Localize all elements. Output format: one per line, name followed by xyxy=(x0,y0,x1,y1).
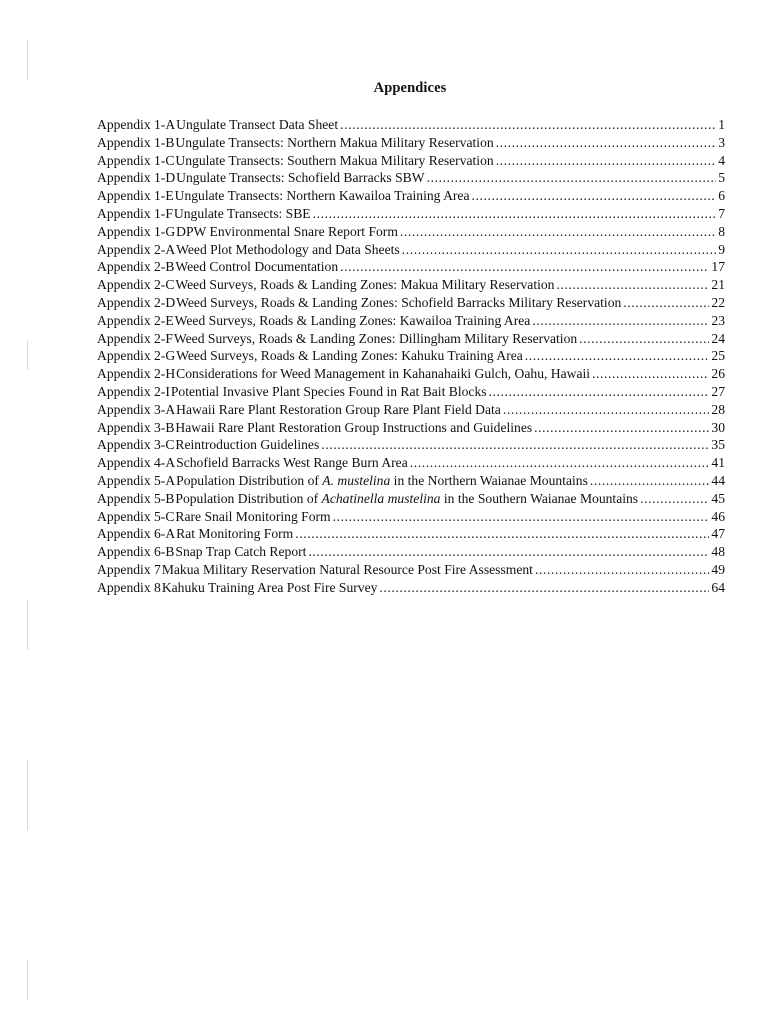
entry-label: Appendix 2-D xyxy=(97,294,176,310)
entry-title: Ungulate Transects: Northern Kawailoa Training Area xyxy=(174,188,470,204)
entry-page-number: 23 xyxy=(711,312,725,328)
dot-leader xyxy=(534,419,709,437)
toc-entry xyxy=(97,134,725,152)
entry-label: Appendix 4-A xyxy=(97,455,176,471)
dot-leader xyxy=(295,525,709,543)
entry-page-number: 45 xyxy=(711,490,725,506)
entry-title: Ungulate Transects: Schofield Barracks SBW xyxy=(176,170,425,186)
entry-title: Weed Surveys, Roads & Landing Zones: Dillingham Military Reservation xyxy=(173,330,578,346)
dot-leader xyxy=(321,436,709,454)
entry-label: Appendix 2-F xyxy=(97,330,173,346)
toc-entry xyxy=(97,436,725,454)
entry-page-number: 8 xyxy=(718,223,725,239)
toc-entry xyxy=(97,223,725,241)
species-name: Achatinella mustelina xyxy=(321,490,441,506)
toc-entry xyxy=(97,169,725,187)
entry-title: Ungulate Transects: Southern Makua Military Reservation xyxy=(175,152,494,168)
entry-page-number: 1 xyxy=(718,117,725,132)
entry-page-number: 41 xyxy=(711,455,725,471)
entry-label: Appendix 8 xyxy=(97,579,161,595)
entry-label: Appendix 1-C xyxy=(97,152,175,168)
dot-leader xyxy=(640,490,709,508)
dot-leader xyxy=(379,579,709,597)
entry-page-number: 26 xyxy=(711,366,725,382)
dot-leader xyxy=(496,134,717,152)
entry-label: Appendix 6-B xyxy=(97,544,175,560)
entry-title: Weed Surveys, Roads & Landing Zones: Kahuku Training Area xyxy=(176,348,523,364)
entry-page-number: 4 xyxy=(718,152,725,168)
toc-entry xyxy=(97,579,725,597)
entry-page-number: 28 xyxy=(711,401,725,417)
entry-page-number: 7 xyxy=(718,205,725,221)
entry-label: Appendix 3-C xyxy=(97,437,175,453)
entry-title: Makua Military Reservation Natural Resource Post Fire Assessment xyxy=(161,561,533,577)
entry-page-number: 25 xyxy=(711,348,725,364)
entry-title: Rat Monitoring Form xyxy=(176,526,294,542)
entry-title: Rare Snail Monitoring Form xyxy=(175,508,331,524)
dot-leader xyxy=(503,401,710,419)
toc-entry xyxy=(97,454,725,472)
entry-title: Reintroduction Guidelines xyxy=(175,437,320,453)
entry-title: Snap Trap Catch Report xyxy=(175,544,307,560)
toc-entry xyxy=(97,205,725,223)
entry-page-number: 35 xyxy=(711,437,725,453)
toc-entry xyxy=(97,241,725,259)
entry-title: Ungulate Transects: Northern Makua Military Reservation xyxy=(175,134,494,150)
dot-leader xyxy=(410,454,710,472)
entry-page-number: 21 xyxy=(711,277,725,293)
entry-title: Hawaii Rare Plant Restoration Group Instructions and Guidelines xyxy=(175,419,533,435)
entry-page-number: 30 xyxy=(711,419,725,435)
entry-label: Appendix 1-G xyxy=(97,223,176,239)
entry-label: Appendix 2-B xyxy=(97,259,175,275)
toc-entry xyxy=(97,294,725,312)
entry-title: Hawaii Rare Plant Restoration Group Rare Plant Field Data xyxy=(176,401,501,417)
scan-artifact xyxy=(27,340,28,370)
entry-title: Potential Invasive Plant Species Found in Rat Bait Blocks xyxy=(170,383,487,399)
dot-leader xyxy=(556,276,709,294)
entry-page-number: 24 xyxy=(711,330,725,346)
toc-entry xyxy=(97,276,725,294)
entry-title: Ungulate Transect Data Sheet xyxy=(176,117,339,132)
entry-page-number: 27 xyxy=(711,383,725,399)
toc-entry xyxy=(97,330,725,348)
toc-entry xyxy=(97,258,725,276)
entry-title: Weed Control Documentation xyxy=(175,259,339,275)
toc-entry xyxy=(97,561,725,579)
dot-leader xyxy=(340,116,716,134)
entry-page-number: 49 xyxy=(711,561,725,577)
toc-entry xyxy=(97,401,725,419)
entry-label: Appendix 3-A xyxy=(97,401,176,417)
entry-title: DPW Environmental Snare Report Form xyxy=(176,223,398,239)
entry-label: Appendix 1-D xyxy=(97,170,176,186)
dot-leader xyxy=(472,187,717,205)
dot-leader xyxy=(496,152,717,170)
dot-leader xyxy=(489,383,710,401)
dot-leader xyxy=(313,205,717,223)
scan-artifact xyxy=(27,600,28,650)
dot-leader xyxy=(592,365,709,383)
entry-page-number: 44 xyxy=(711,472,725,488)
dot-leader xyxy=(525,347,710,365)
entry-title: Schofield Barracks West Range Burn Area xyxy=(176,455,408,471)
entry-label: Appendix 2-A xyxy=(97,241,176,257)
toc-entry xyxy=(97,525,725,543)
entry-label: Appendix 5-C xyxy=(97,508,175,524)
entry-label: Appendix 1-A xyxy=(97,117,176,132)
entry-title: Population Distribution of A. mustelina in the Northern Waianae Mountains xyxy=(176,472,588,488)
entry-label: Appendix 1-E xyxy=(97,188,174,204)
entry-label: Appendix 6-A xyxy=(97,526,176,542)
toc-entry xyxy=(97,312,725,330)
species-name: A. mustelina xyxy=(322,472,391,488)
toc-entry xyxy=(97,347,725,365)
toc-entry xyxy=(97,383,725,401)
toc-entry xyxy=(97,365,725,383)
dot-leader xyxy=(532,312,709,330)
toc-entry xyxy=(97,472,725,490)
entry-title: Population Distribution of Achatinella mustelina in the Southern Waianae Mountains xyxy=(175,490,639,506)
entry-label: Appendix 2-C xyxy=(97,277,175,293)
dot-leader xyxy=(590,472,710,490)
toc-entry xyxy=(97,543,725,561)
entry-page-number: 9 xyxy=(718,241,725,257)
scan-artifact xyxy=(27,760,28,830)
entry-page-number: 48 xyxy=(711,544,725,560)
entry-label: Appendix 2-E xyxy=(97,312,174,328)
dot-leader xyxy=(340,258,709,276)
entry-label: Appendix 2-H xyxy=(97,366,176,382)
dot-leader xyxy=(308,543,709,561)
entry-page-number: 5 xyxy=(718,170,725,186)
toc-entry xyxy=(97,419,725,437)
entry-label: Appendix 1-F xyxy=(97,205,173,221)
entry-title: Considerations for Weed Management in Kahanahaiki Gulch, Oahu, Hawaii xyxy=(176,366,591,382)
entry-label: Appendix 2-I xyxy=(97,383,170,399)
entry-page-number: 46 xyxy=(711,508,725,524)
page-title: Appendices xyxy=(373,80,447,96)
entry-label: Appendix 5-B xyxy=(97,490,175,506)
entry-page-number: 6 xyxy=(718,188,725,204)
dot-leader xyxy=(427,169,717,187)
entry-page-number: 64 xyxy=(711,579,725,595)
toc-entry xyxy=(97,116,725,134)
dot-leader xyxy=(333,508,710,526)
toc-entry xyxy=(97,490,725,508)
dot-leader xyxy=(400,223,716,241)
dot-leader xyxy=(623,294,709,312)
entry-title: Ungulate Transects: SBE xyxy=(173,205,311,221)
entry-page-number: 3 xyxy=(718,134,725,150)
scan-artifact xyxy=(27,960,28,1000)
entry-label: Appendix 1-B xyxy=(97,134,175,150)
toc-entry xyxy=(97,152,725,170)
entry-page-number: 47 xyxy=(711,526,725,542)
scan-artifact xyxy=(27,40,28,80)
table-of-contents xyxy=(97,116,725,597)
entry-label: Appendix 3-B xyxy=(97,419,175,435)
dot-leader xyxy=(535,561,709,579)
entry-label: Appendix 5-A xyxy=(97,472,176,488)
toc-entry xyxy=(97,187,725,205)
entry-page-number: 22 xyxy=(711,294,725,310)
toc-entry xyxy=(97,508,725,526)
entry-title: Weed Surveys, Roads & Landing Zones: Makua Military Reservation xyxy=(175,277,555,293)
entry-title: Kahuku Training Area Post Fire Survey xyxy=(161,579,378,595)
dot-leader xyxy=(579,330,709,348)
dot-leader xyxy=(402,241,717,259)
entry-title: Weed Surveys, Roads & Landing Zones: Schofield Barracks Military Reservation xyxy=(176,294,622,310)
entry-label: Appendix 7 xyxy=(97,561,161,577)
entry-page-number: 17 xyxy=(711,259,725,275)
entry-title: Weed Plot Methodology and Data Sheets xyxy=(176,241,400,257)
entry-title: Weed Surveys, Roads & Landing Zones: Kawailoa Training Area xyxy=(174,312,531,328)
entry-label: Appendix 2-G xyxy=(97,348,176,364)
